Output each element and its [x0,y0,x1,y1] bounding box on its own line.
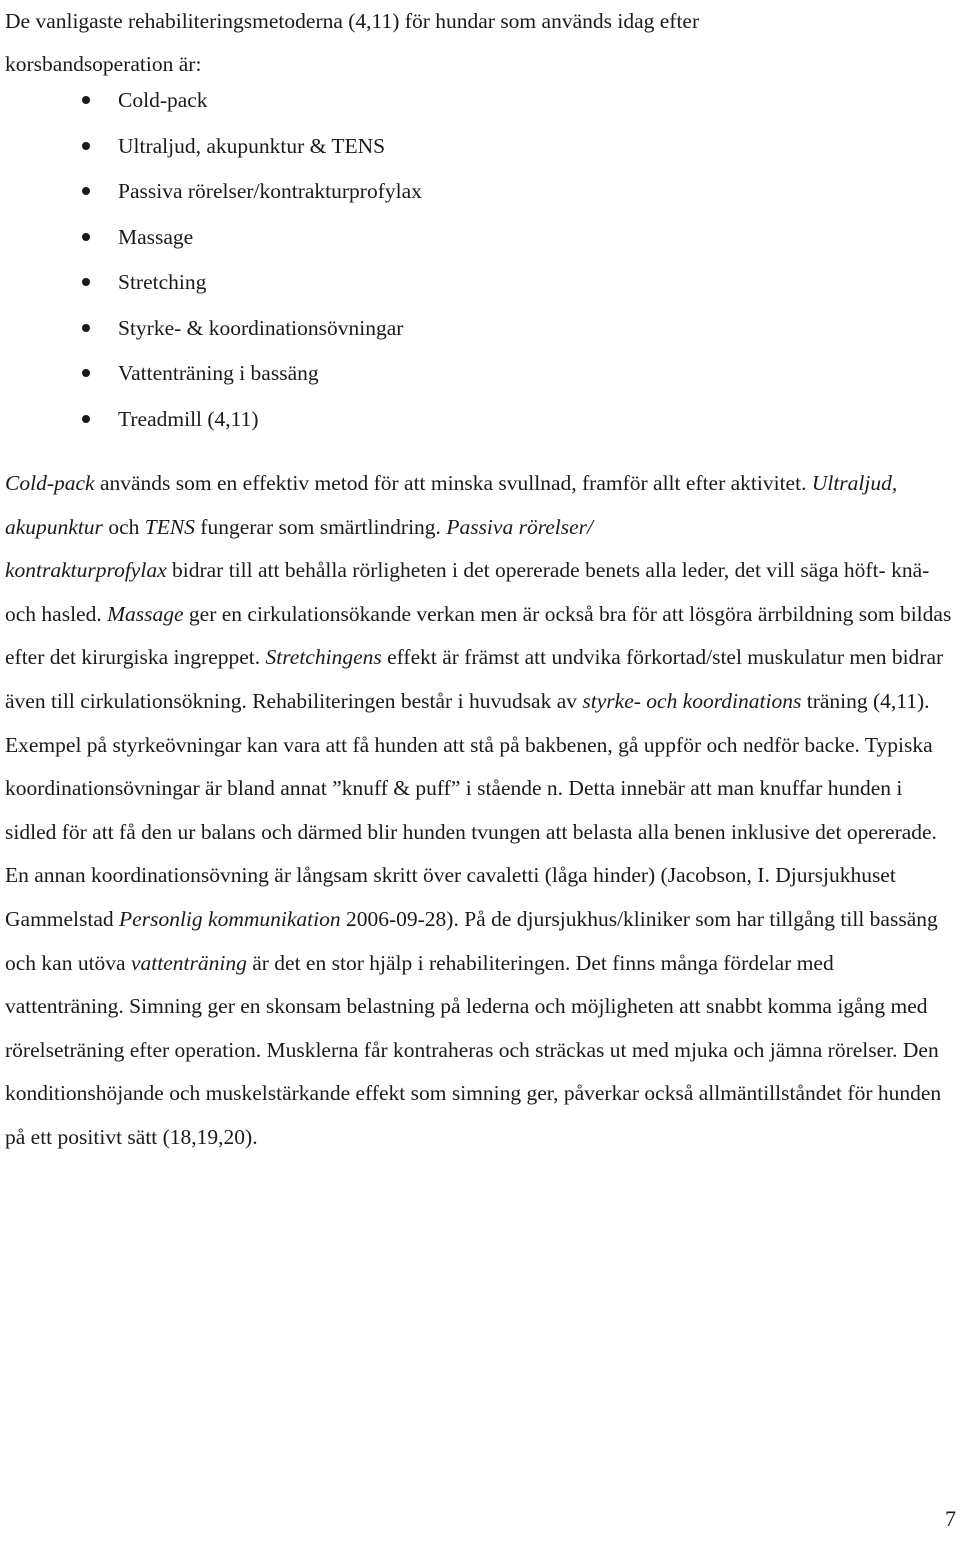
bullet-icon [82,96,90,104]
term-stretchingens: Stretchingens [265,645,382,670]
list-item: Styrke- & koordinationsövningar [0,306,900,352]
body-paragraph: Cold-pack används som en effektiv metod för att minska svullnad, framför allt efter aktivitet. Ultraljud, akupunktur och TENS fungerar som smärtlindring. Passiva rörelser/ kontrakturprofylax bidrar till att behålla rörligheten i det opererade benets alla leder, det vill säga höft- knä- och hasled. Massage ger en cirkulationsökande verkan men är också bra för att lösgöra ärrbildning som bildas efter det kirurgiska ingreppet. Stretchingens effekt är främst att undvika förkortad/stel muskulatur men bidrar även till cirkulationsökning. Rehabiliteringen består i huvudsak av styrke- och koordinations träning (4,11). Exempel på styrkeövningar kan vara att få hunden att stå på bakbenen, gå uppför och nedför backe. Typiska koordinationsövningar är bland annat ”knuff & puff” i stående n. Detta innebär att man knuffar hunden i sidled för att få den ur balans och därmed blir hunden tvungen att belasta alla benen inklusive det opererade. En annan koordinationsövning är långsam skritt över cavaletti (låga hinder) (Jacobson, I. Djursjukhuset Gammelstad Personlig kommunikation 2006-09-28). På de djursjukhus/kliniker som har tillgång till bassäng och kan utöva vattenträning är det en stor hjälp i rehabiliteringen. Det finns många fördelar med vattenträning. Simning ger en skonsam belastning på lederna och möjligheten att snabbt komma igång med rörelseträning efter operation. Musklerna får kontraheras och sträckas ut med mjuka och jämna rörelser. Den konditionshöjande och muskelstärkande effekt som simning ger, påverkar också allmäntillståndet för hunden på ett positivt sätt (18,19,20). [5,471,952,1149]
bullet-icon [82,324,90,332]
intro-line-1: De vanligaste rehabiliteringsmetoderna (4,11) för hundar som används idag efter [5,9,700,33]
bullet-icon [82,369,90,377]
list-item: Ultraljud, akupunktur & TENS [0,124,900,170]
bullet-icon [82,142,90,150]
term-cold-pack: Cold-pack [5,471,95,495]
term-tens: TENS [144,514,195,539]
methods-list [0,78,900,442]
bullet-icon [82,187,90,195]
term-passiva: Passiva rörelser/ [446,514,594,539]
term-massage: Massage [107,601,184,626]
term-vattentraning: vattenträning [130,950,247,975]
list-item: Treadmill (4,11) [0,397,900,443]
term-ultraljud: Ultraljud, akupunktur [5,471,898,539]
bullet-icon [82,233,90,241]
list-item: Cold-pack [0,78,900,124]
list-item: Passiva rörelser/kontrakturprofylax [0,169,900,215]
list-item: Stretching [0,260,900,306]
list-item: Massage [0,215,900,261]
term-kontrakturprofylax: kontrakturprofylax [5,558,167,583]
bullet-icon [82,415,90,423]
term-personlig-kommunikation: Personlig kommunikation [119,906,341,931]
intro-paragraph [5,0,945,86]
bullet-icon [82,278,90,286]
list-item: Vattenträning i bassäng [0,351,900,397]
term-styrke-koordinations: styrke- och koordinations [582,688,802,713]
intro-line-2: korsbandsoperation är: [5,52,202,76]
page-number: 7 [945,1506,956,1531]
